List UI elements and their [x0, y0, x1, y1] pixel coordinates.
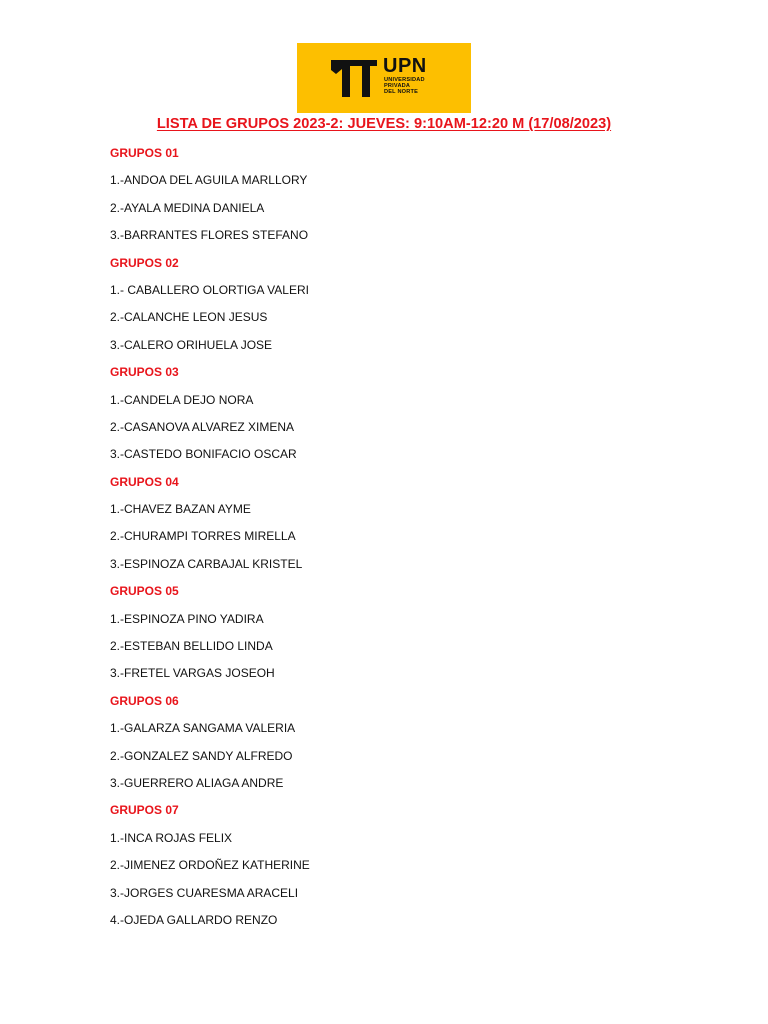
logo-wordmark: UPN — [383, 55, 427, 77]
logo-subtitle — [384, 77, 425, 95]
group-heading: GRUPOS 05 — [110, 584, 179, 599]
group-heading: GRUPOS 06 — [110, 693, 179, 708]
member-item: 3.-CALERO ORIHUELA JOSE — [110, 337, 273, 352]
upn-logo — [297, 43, 471, 113]
group-section — [110, 253, 310, 363]
member-item: 1.-CHAVEZ BAZAN AYME — [110, 502, 251, 517]
member-item: 2.-JIMENEZ ORDOÑEZ KATHERINE — [110, 858, 310, 873]
member-item: 1.-CANDELA DEJO NORA — [110, 392, 254, 407]
logo-subtitle-line: DEL NORTE — [384, 89, 419, 95]
group-section — [110, 472, 310, 582]
member-item: 2.-CALANCHE LEON JESUS — [110, 310, 268, 325]
member-item: 2.-GONZALEZ SANDY ALFREDO — [110, 748, 293, 763]
group-section — [110, 581, 310, 691]
member-item: 3.-ESPINOZA CARBAJAL KRISTEL — [110, 556, 303, 571]
group-section — [110, 800, 310, 937]
group-list — [110, 143, 310, 937]
member-item: 1.-INCA ROJAS FELIX — [110, 830, 233, 845]
member-item: 1.-GALARZA SANGAMA VALERIA — [110, 721, 296, 736]
member-item: 3.-CASTEDO BONIFACIO OSCAR — [110, 447, 297, 462]
member-item: 2.-AYALA MEDINA DANIELA — [110, 200, 265, 215]
member-item: 3.-BARRANTES FLORES STEFANO — [110, 228, 309, 243]
member-item: 3.-JORGES CUARESMA ARACELI — [110, 885, 299, 900]
member-item: 4.-OJEDA GALLARDO RENZO — [110, 912, 278, 927]
group-section — [110, 691, 310, 801]
group-heading: GRUPOS 04 — [110, 474, 179, 489]
member-item: 2.-CHURAMPI TORRES MIRELLA — [110, 529, 296, 544]
group-heading: GRUPOS 03 — [110, 365, 179, 380]
member-item: 3.-GUERRERO ALIAGA ANDRE — [110, 775, 284, 790]
member-item: 1.- CABALLERO OLORTIGA VALERI — [110, 282, 309, 297]
member-item: 2.-CASANOVA ALVAREZ XIMENA — [110, 419, 295, 434]
logo-subtitle-line: PRIVADA — [384, 83, 411, 89]
group-heading: GRUPOS 01 — [110, 146, 179, 160]
group-heading: GRUPOS 02 — [110, 255, 179, 270]
page-title: LISTA DE GRUPOS 2023-2: JUEVES: 9:10AM-12:20 M (17/08/2023) — [156, 116, 612, 132]
member-item: 2.-ESTEBAN BELLIDO LINDA — [110, 639, 273, 654]
group-section — [110, 143, 310, 253]
logo-subtitle-line: UNIVERSIDAD — [384, 77, 425, 83]
member-item: 3.-FRETEL VARGAS JOSEOH — [110, 666, 275, 681]
group-heading: GRUPOS 07 — [110, 803, 179, 818]
group-section — [110, 362, 310, 472]
member-item: 1.-ANDOA DEL AGUILA MARLLORY — [110, 173, 308, 188]
member-item: 1.-ESPINOZA PINO YADIRA — [110, 611, 264, 626]
